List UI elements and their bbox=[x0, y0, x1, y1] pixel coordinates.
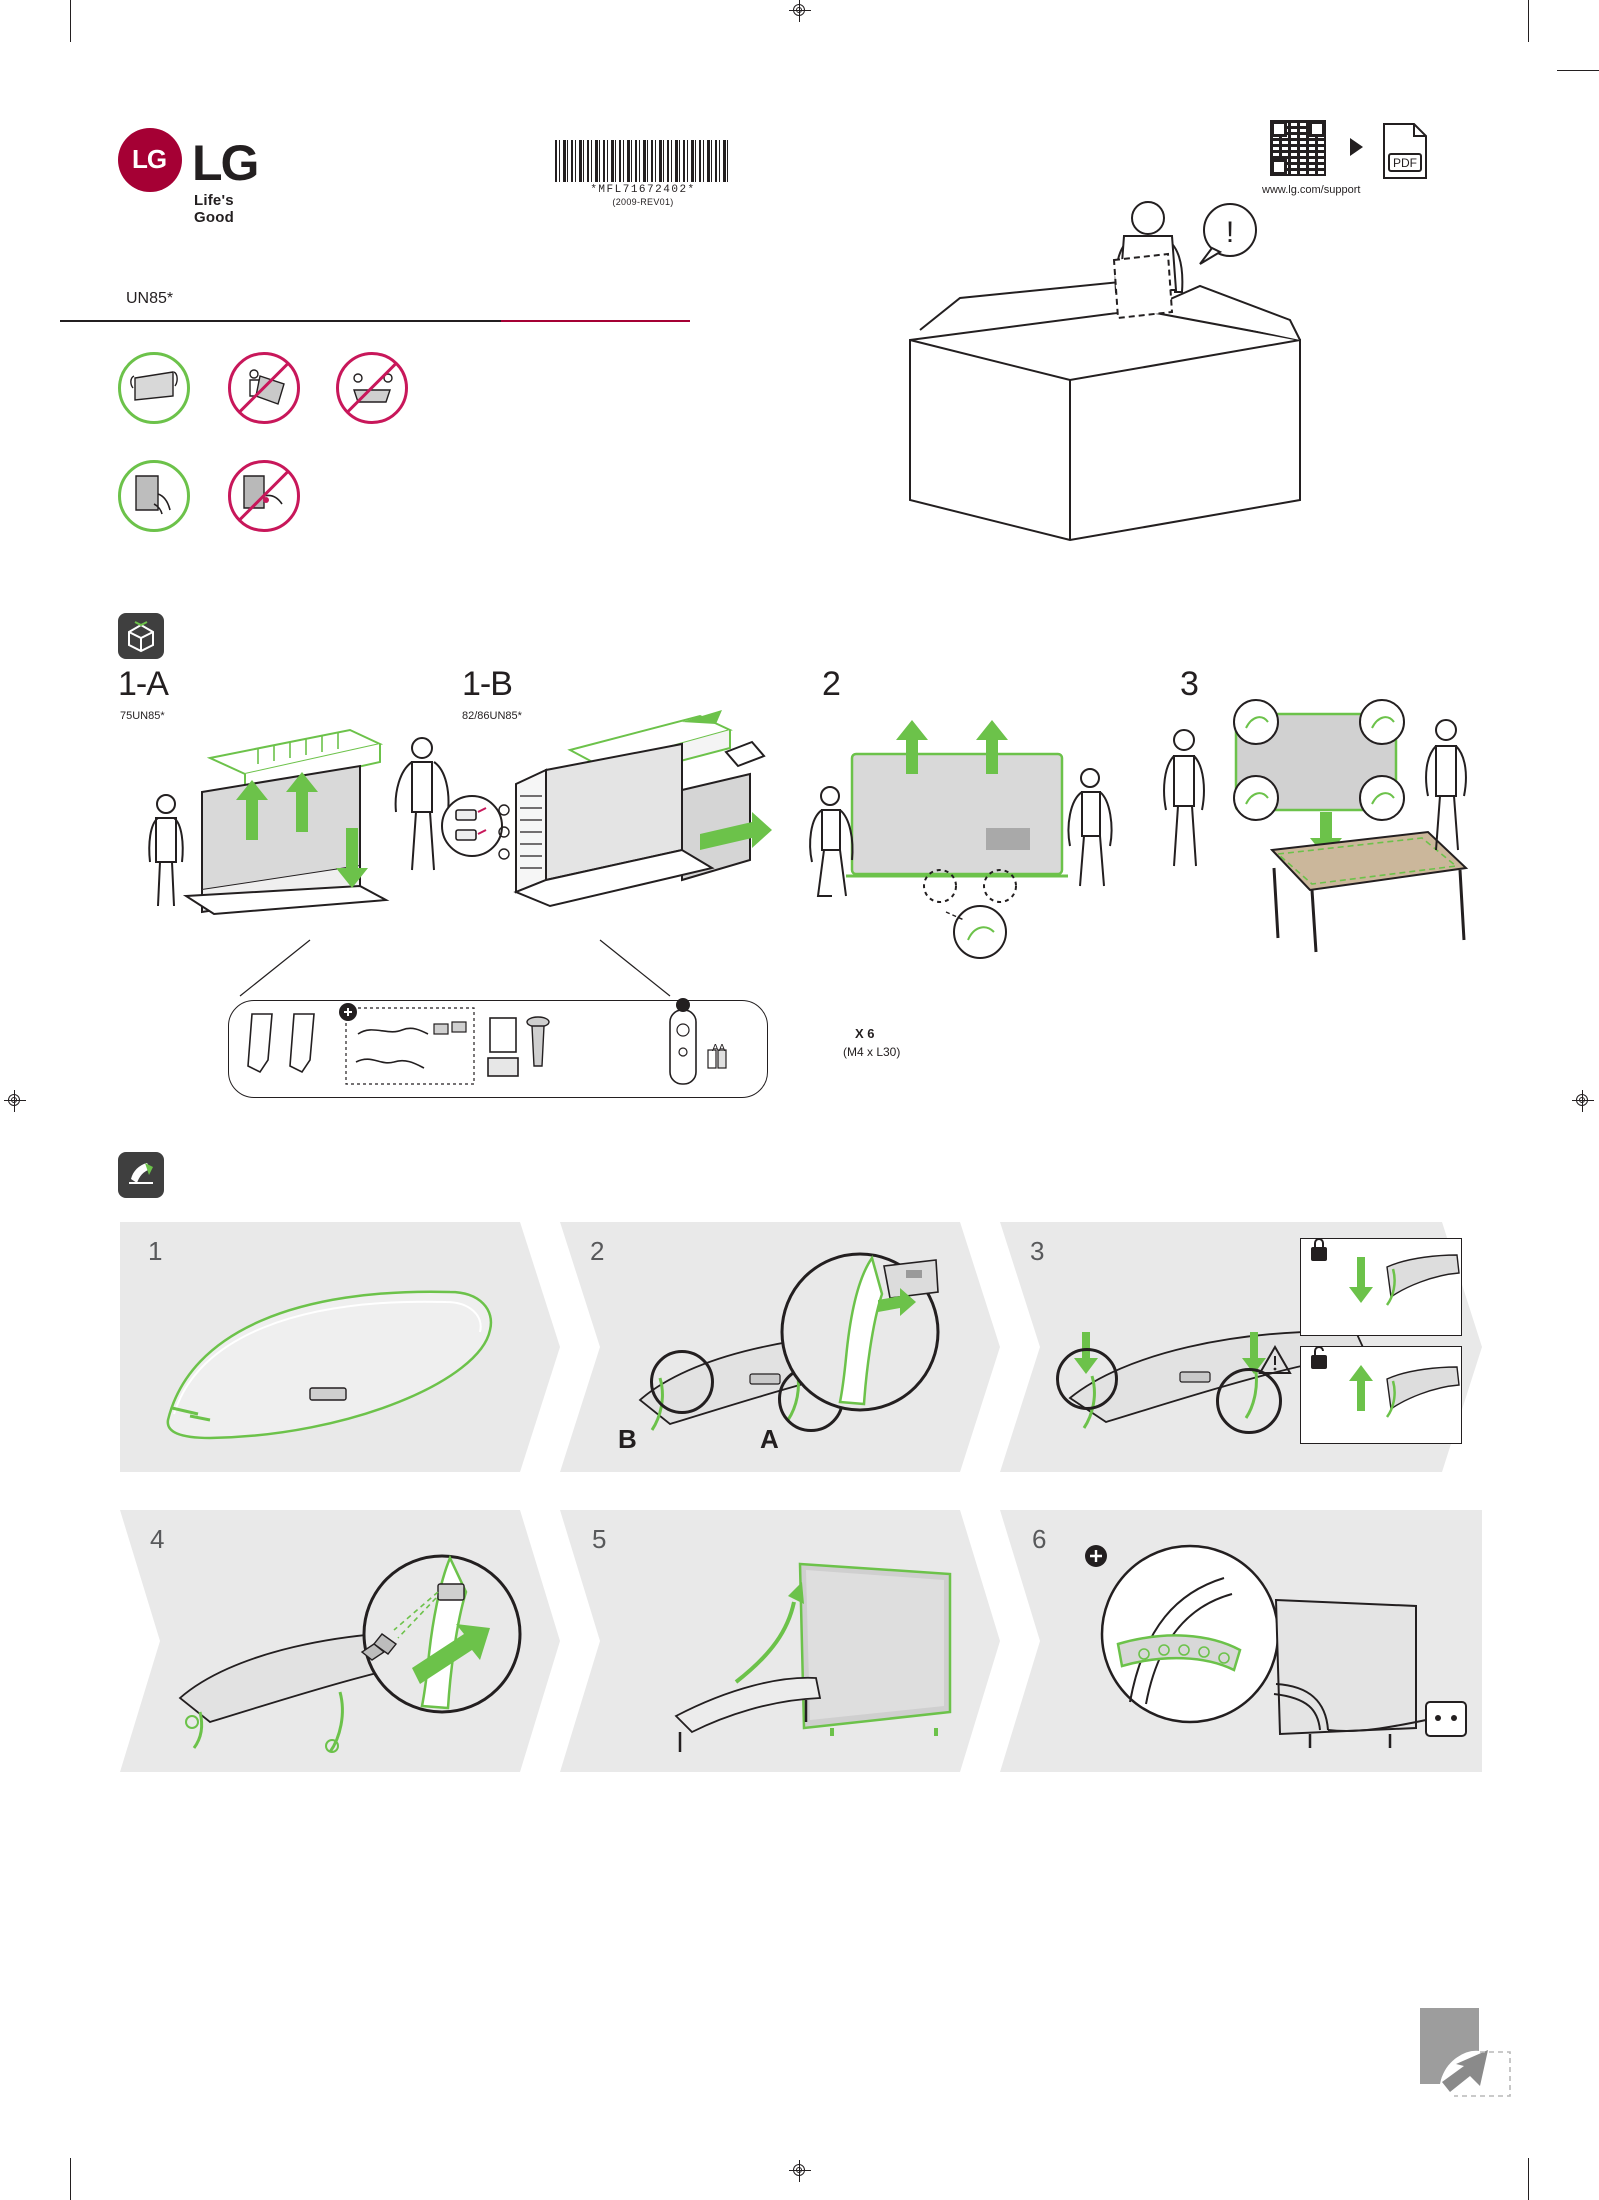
lg-tagline: Life's Good bbox=[194, 192, 234, 226]
arrow-right-icon bbox=[1350, 138, 1363, 156]
assembly-section-badge bbox=[118, 1152, 164, 1198]
barcode-block bbox=[548, 140, 738, 207]
assembly-step-3-callout-left bbox=[1056, 1348, 1118, 1410]
assembly-step-5-illustration bbox=[620, 1550, 980, 1770]
registration-mark-right bbox=[1572, 1090, 1594, 1112]
warning-icon bbox=[1258, 1344, 1292, 1376]
lg-wordmark: LG bbox=[192, 135, 258, 191]
unpack-step-1b-model: 82/86UN85* bbox=[462, 710, 522, 722]
pdf-icon bbox=[1380, 122, 1430, 180]
handling-icon-do-not-touch-screen bbox=[228, 460, 320, 530]
registration-mark-top bbox=[789, 0, 811, 22]
barcode-image bbox=[555, 140, 731, 182]
barcode-number: *MFL71672402* bbox=[590, 184, 696, 196]
registration-mark-bottom bbox=[789, 2160, 811, 2182]
model-divider bbox=[60, 320, 690, 322]
crop-mark-bottom-left bbox=[70, 2158, 71, 2200]
page-turn-icon bbox=[1410, 2000, 1520, 2110]
unpack-section-badge bbox=[118, 613, 164, 659]
model-name: UN85* bbox=[126, 290, 174, 307]
assembly-step-6-number: 6 bbox=[1032, 1524, 1047, 1554]
unpack-step-1a-number: 1-A bbox=[118, 665, 168, 703]
assembly-step-3-lock-panel-bottom bbox=[1300, 1346, 1462, 1444]
handling-icon-do-not-lean-panel bbox=[228, 352, 320, 422]
assembly-step-1-number: 1 bbox=[148, 1236, 163, 1266]
stand-legs bbox=[248, 1014, 314, 1072]
handling-icon-hold-frame-edge-ok bbox=[118, 460, 210, 530]
assembly-step-1-illustration bbox=[150, 1270, 540, 1450]
support-block bbox=[1262, 120, 1417, 196]
svg-text:PDF: PDF bbox=[1393, 156, 1417, 170]
assembly-step-3-lock-panel-top bbox=[1300, 1238, 1462, 1336]
unpack-step-1b-illustration bbox=[450, 700, 790, 960]
assembly-step-6-illustration bbox=[1060, 1534, 1480, 1764]
support-url: www.lg.com/support bbox=[1262, 184, 1361, 196]
assembly-step-2-callout-b bbox=[650, 1350, 714, 1414]
unpack-step-1a-illustration bbox=[150, 700, 450, 960]
registration-mark-left bbox=[4, 1090, 26, 1112]
unpack-step-1a-model: 75UN85* bbox=[120, 710, 165, 722]
screw-spec: (M4 x L30) bbox=[843, 1045, 901, 1059]
barcode-revision: (2009-REV01) bbox=[612, 197, 674, 207]
assembly-step-2-number: 2 bbox=[590, 1236, 605, 1266]
battery-label: AA bbox=[712, 1043, 726, 1054]
screw-quantity: X 6 bbox=[855, 1026, 875, 1041]
assembly-callout-label-a: A bbox=[760, 1424, 779, 1454]
unpack-step-3-illustration bbox=[1160, 690, 1480, 970]
lg-logo-letters: LG bbox=[132, 144, 167, 174]
assembly-step-3-callout-right bbox=[1216, 1368, 1282, 1434]
assembly-step-4-zoom-bubble bbox=[342, 1534, 542, 1734]
unpack-step-2-number: 2 bbox=[822, 665, 840, 703]
assembly-step-2-zoom-bubble bbox=[760, 1232, 960, 1432]
svg-text:!: ! bbox=[1225, 216, 1235, 249]
crop-mark-top-right bbox=[1528, 0, 1529, 42]
handling-icon-carry-two-people-ok bbox=[118, 352, 210, 422]
crop-mark-bottom-right bbox=[1528, 2158, 1529, 2200]
unpack-step-3-number: 3 bbox=[1180, 665, 1198, 703]
qr-code-icon[interactable] bbox=[1270, 120, 1326, 176]
assembly-step-3-number: 3 bbox=[1030, 1236, 1045, 1266]
assembly-callout-label-b: B bbox=[618, 1424, 637, 1454]
assembly-step-5-number: 5 bbox=[592, 1524, 607, 1554]
accessories-illustrations bbox=[238, 1000, 758, 1098]
unpack-step-2-illustration bbox=[800, 700, 1120, 960]
crop-mark-right-top bbox=[1557, 70, 1599, 71]
lg-circle-mark bbox=[118, 128, 182, 192]
crop-mark-top-left bbox=[70, 0, 71, 42]
handling-icon-do-not-lift-alone bbox=[336, 352, 428, 422]
unboxing-illustration bbox=[900, 190, 1320, 570]
unpack-step-1b-number: 1-B bbox=[462, 665, 512, 703]
assembly-step-4-number: 4 bbox=[150, 1524, 165, 1554]
